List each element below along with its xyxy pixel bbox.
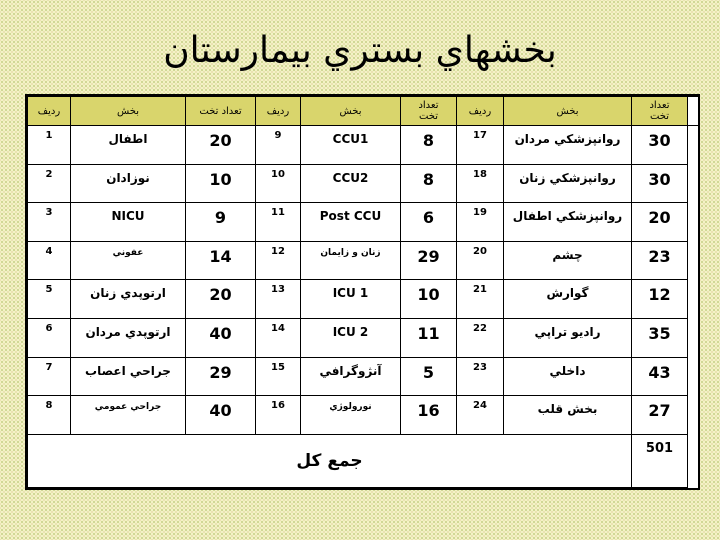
total-row xyxy=(28,434,699,487)
cell-ward-name: NICU xyxy=(71,203,186,242)
header-no: رديف xyxy=(28,97,71,126)
cell-ward-name: زنان و زايمان xyxy=(301,241,401,280)
cell-row-number: 13 xyxy=(256,280,301,319)
cell-bed-count: 20 xyxy=(186,126,256,165)
total-label: جمع كل xyxy=(28,434,632,487)
side-stripe xyxy=(688,97,699,126)
cell-ward-name: نوزادان xyxy=(71,164,186,203)
cell-ward-name: روانپزشكي مردان xyxy=(504,126,632,165)
cell-bed-count: 10 xyxy=(401,280,457,319)
cell-row-number: 24 xyxy=(457,396,504,435)
cell-ward-name: نورولوژي xyxy=(301,396,401,435)
header-beds: تعداد تخت xyxy=(401,97,457,126)
cell-ward-name: راديو تراپي xyxy=(504,318,632,357)
cell-row-number: 14 xyxy=(256,318,301,357)
cell-bed-count: 12 xyxy=(632,280,688,319)
cell-row-number: 6 xyxy=(28,318,71,357)
cell-row-number: 22 xyxy=(457,318,504,357)
cell-ward-name: بخش قلب xyxy=(504,396,632,435)
cell-row-number: 9 xyxy=(256,126,301,165)
table-row xyxy=(28,241,699,280)
cell-ward-name: جراحي عمومي xyxy=(71,396,186,435)
cell-row-number: 5 xyxy=(28,280,71,319)
cell-ward-name: CCU2 xyxy=(301,164,401,203)
cell-bed-count: 10 xyxy=(186,164,256,203)
header-no: رديف xyxy=(457,97,504,126)
cell-row-number: 23 xyxy=(457,357,504,396)
page-title: بخشهاي بستري بيمارستان xyxy=(163,30,557,71)
cell-row-number: 19 xyxy=(457,203,504,242)
header-beds: تعداد تخت xyxy=(632,97,688,126)
cell-row-number: 11 xyxy=(256,203,301,242)
cell-bed-count: 14 xyxy=(186,241,256,280)
cell-row-number: 20 xyxy=(457,241,504,280)
cell-ward-name: داخلي xyxy=(504,357,632,396)
header-beds: تعداد تخت xyxy=(186,97,256,126)
header-ward: بخش xyxy=(71,97,186,126)
cell-bed-count: 29 xyxy=(186,357,256,396)
header-ward: بخش xyxy=(504,97,632,126)
table-row xyxy=(28,203,699,242)
cell-row-number: 15 xyxy=(256,357,301,396)
cell-bed-count: 9 xyxy=(186,203,256,242)
cell-bed-count: 20 xyxy=(186,280,256,319)
cell-bed-count: 6 xyxy=(401,203,457,242)
cell-bed-count: 23 xyxy=(632,241,688,280)
cell-ward-name: ارتوپدي زنان xyxy=(71,280,186,319)
cell-ward-name: ICU 1 xyxy=(301,280,401,319)
cell-row-number: 21 xyxy=(457,280,504,319)
cell-row-number: 1 xyxy=(28,126,71,165)
cell-ward-name: روانپزشكي اطفال xyxy=(504,203,632,242)
cell-ward-name: ارتوپدي مردان xyxy=(71,318,186,357)
cell-bed-count: 35 xyxy=(632,318,688,357)
cell-bed-count: 43 xyxy=(632,357,688,396)
cell-row-number: 7 xyxy=(28,357,71,396)
cell-ward-name: ICU 2 xyxy=(301,318,401,357)
cell-row-number: 8 xyxy=(28,396,71,435)
wards-table-frame xyxy=(25,94,700,490)
table-row xyxy=(28,126,699,165)
cell-bed-count: 20 xyxy=(632,203,688,242)
cell-ward-name: چشم xyxy=(504,241,632,280)
cell-row-number: 18 xyxy=(457,164,504,203)
cell-bed-count: 5 xyxy=(401,357,457,396)
cell-ward-name: گوارش xyxy=(504,280,632,319)
cell-ward-name: Post CCU xyxy=(301,203,401,242)
wards-table xyxy=(27,96,699,488)
cell-ward-name: عفوني xyxy=(71,241,186,280)
cell-row-number: 17 xyxy=(457,126,504,165)
header-row xyxy=(28,97,699,126)
table-row xyxy=(28,357,699,396)
cell-bed-count: 40 xyxy=(186,318,256,357)
cell-row-number: 10 xyxy=(256,164,301,203)
cell-row-number: 2 xyxy=(28,164,71,203)
cell-ward-name: روانپزشكي زنان xyxy=(504,164,632,203)
cell-row-number: 4 xyxy=(28,241,71,280)
cell-ward-name: اطفال xyxy=(71,126,186,165)
cell-row-number: 3 xyxy=(28,203,71,242)
cell-bed-count: 16 xyxy=(401,396,457,435)
cell-bed-count: 27 xyxy=(632,396,688,435)
cell-bed-count: 11 xyxy=(401,318,457,357)
cell-row-number: 12 xyxy=(256,241,301,280)
header-no: رديف xyxy=(256,97,301,126)
cell-bed-count: 8 xyxy=(401,126,457,165)
table-row xyxy=(28,164,699,203)
cell-bed-count: 8 xyxy=(401,164,457,203)
cell-bed-count: 30 xyxy=(632,126,688,165)
cell-ward-name: CCU1 xyxy=(301,126,401,165)
cell-row-number: 16 xyxy=(256,396,301,435)
header-ward: بخش xyxy=(301,97,401,126)
cell-bed-count: 30 xyxy=(632,164,688,203)
cell-bed-count: 40 xyxy=(186,396,256,435)
cell-ward-name: جراحي اعصاب xyxy=(71,357,186,396)
table-row xyxy=(28,318,699,357)
table-row xyxy=(28,280,699,319)
total-beds-value: 501 xyxy=(632,434,688,487)
table-row xyxy=(28,396,699,435)
cell-bed-count: 29 xyxy=(401,241,457,280)
cell-ward-name: آنژوگرافي xyxy=(301,357,401,396)
